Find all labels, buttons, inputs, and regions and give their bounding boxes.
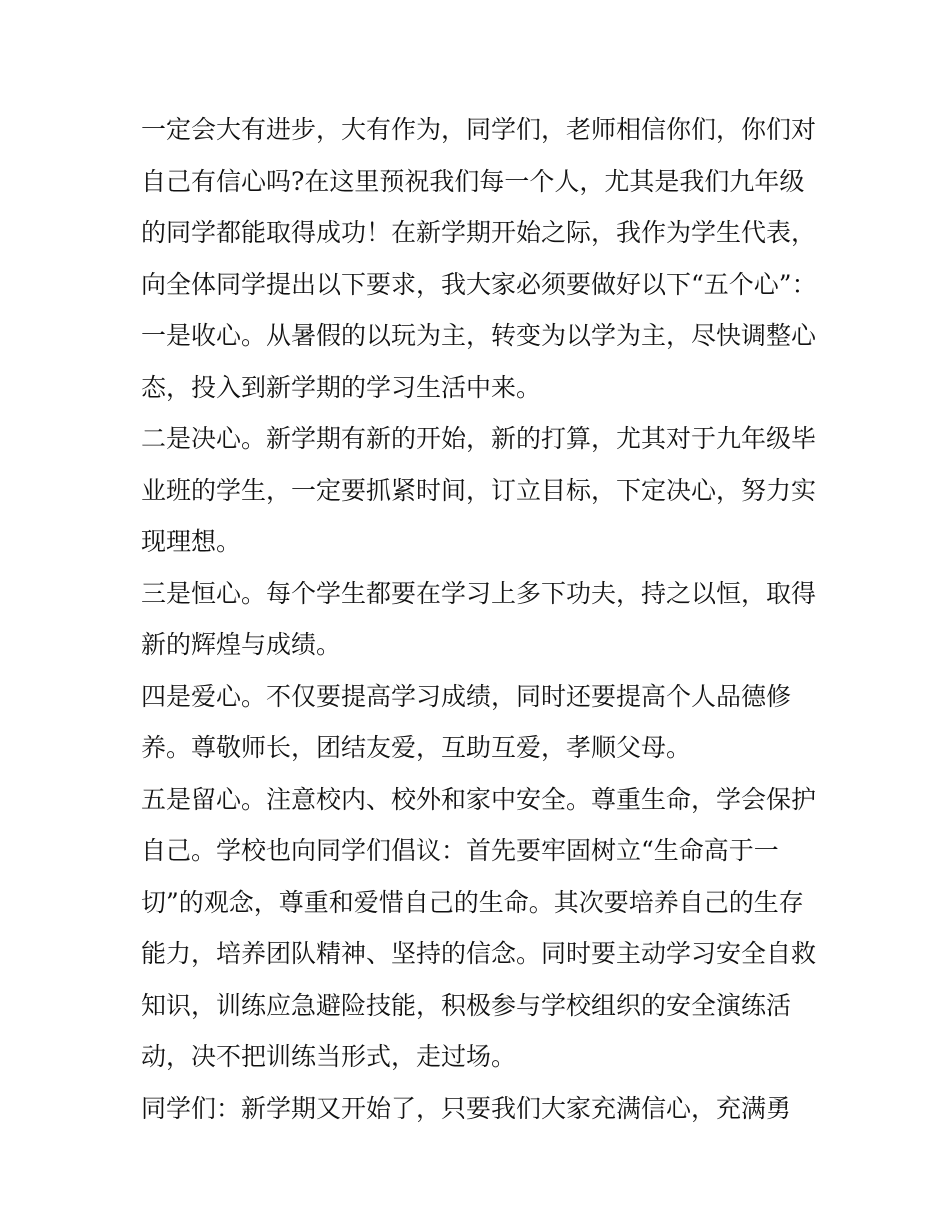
text-line-2: 自己有信心吗?在这里预祝我们每一个人，尤其是我们九年级 [141, 166, 805, 196]
text-line-16: 切”的观念，尊重和爱惜自己的生命。其次要培养自己的生存 [141, 887, 804, 917]
text-line-19: 动，决不把训练当形式，走过场。 [141, 1042, 517, 1071]
text-line-18: 知识，训练应急避险技能，积极参与学校组织的安全演练活 [141, 990, 792, 1020]
text-line-13: 养。尊敬师长，团结友爱，互助互爱，孝顺父母。 [141, 733, 692, 762]
text-line-6: 态，投入到新学期的学习生活中来。 [141, 372, 542, 402]
text-line-11: 新的辉煌与成绩。 [141, 630, 342, 659]
text-line-17: 能力，培养团队精神、坚持的信念。同时要主动学习安全自救 [141, 939, 817, 968]
text-line-1: 一定会大有进步，大有作为，同学们，老师相信你们，你们对 [141, 115, 817, 144]
text-line-3: 的同学都能取得成功！在新学期开始之际，我作为学生代表， [141, 218, 817, 247]
text-line-4: 向全体同学提出以下要求，我大家必须要做好以下“五个心”： [141, 269, 817, 299]
text-line-5: 一是收心。从暑假的以玩为主，转变为以学为主，尽快调整心 [141, 321, 817, 350]
text-line-7: 二是决心。新学期有新的开始，新的打算，尤其对于九年级毕 [141, 424, 817, 453]
document-body [141, 104, 821, 1134]
text-line-15: 自己。学校也向同学们倡议：首先要牢固树立“生命高于一 [141, 836, 779, 865]
text-line-20: 同学们：新学期又开始了，只要我们大家充满信心，充满勇 [141, 1093, 792, 1123]
text-line-12: 四是爱心。不仅要提高学习成绩，同时还要提高个人品德修 [141, 681, 792, 711]
text-line-8: 业班的学生，一定要抓紧时间，订立目标，下定决心，努力实 [141, 475, 817, 505]
text-line-9: 现理想。 [141, 527, 242, 556]
text-line-10: 三是恒心。每个学生都要在学习上多下功夫，持之以恒，取得 [141, 578, 817, 608]
text-line-14: 五是留心。注意校内、校外和家中安全。尊重生命，学会保护 [141, 784, 817, 814]
